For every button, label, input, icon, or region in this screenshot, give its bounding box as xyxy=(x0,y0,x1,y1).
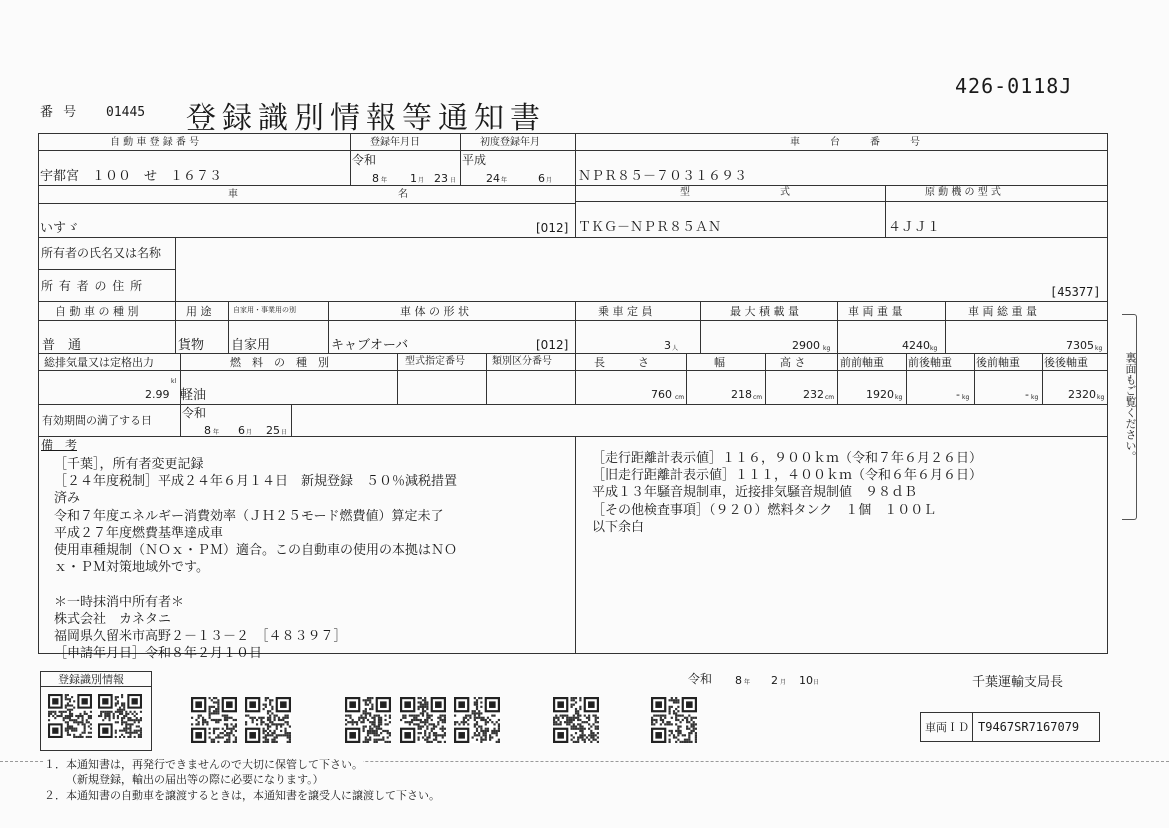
document-id: 426-0118J xyxy=(955,74,1073,98)
footnote-1b: （新規登録，輸出の届出等の際に必要になります。） xyxy=(66,773,324,786)
fr-axle-value: - xyxy=(956,388,960,401)
maker-value: いすゞ xyxy=(40,221,80,236)
header-vehicle-name: 車 名 xyxy=(228,189,408,200)
height-value: 232 xyxy=(803,388,824,401)
header-expiry: 有効期間の満了する日 xyxy=(42,414,152,427)
issue-month: 2 xyxy=(771,674,778,687)
vehicle-id-label: 車両ＩＤ xyxy=(925,721,969,734)
remark-line: 平成１３年騒音規制車，近接排気騒音規制値 ９８ｄＢ xyxy=(592,485,918,501)
header-fuel-type: 燃 料 の 種 別 xyxy=(230,356,329,369)
gross-weight-value: 7305 xyxy=(1066,339,1094,352)
header-gross-weight: 車 両 総 重 量 xyxy=(968,305,1037,318)
header-owner-name: 所有者の氏名又は名称 xyxy=(41,246,162,260)
header-reg-date: 登録年月日 xyxy=(370,137,420,148)
remark-line: ［旧走行距離計表示値］１１１，４００ｋｍ（令和６年６月６日） xyxy=(592,468,983,484)
unit-kg: kg xyxy=(1097,394,1105,401)
header-length: 長 さ xyxy=(594,356,649,369)
remark-line: 令和７年度エネルギー消費効率（ＪＨ２５モード燃費値）算定未了 xyxy=(54,508,444,524)
document-title: 登録識別情報等通知書 xyxy=(186,101,546,136)
header-category-number: 類別区分番号 xyxy=(492,356,552,367)
qr-code-icon xyxy=(98,694,142,738)
header-displacement: 総排気量又は定格出力 xyxy=(44,356,154,369)
qr-code-icon xyxy=(553,697,599,743)
remark-line: 使用車種規制（ＮＯｘ・ＰＭ）適合。この自動車の使用の本拠はＮＯ xyxy=(54,542,458,558)
length-value: 760 xyxy=(651,388,672,401)
registration-info-label: 登録識別情報 xyxy=(58,673,124,686)
header-capacity: 乗 車 定 員 xyxy=(598,305,653,318)
rr-axle-value: 2320 xyxy=(1068,388,1096,401)
remark-line: 以下余白 xyxy=(592,519,645,535)
ff-axle-value: 1920 xyxy=(866,388,894,401)
unit-kg: kg xyxy=(1031,394,1039,401)
qr-code-icon xyxy=(454,697,500,743)
header-model: 型 式 xyxy=(680,187,790,198)
capacity-value: 3 xyxy=(664,339,671,352)
header-fr-axle: 前後軸重 xyxy=(908,356,952,369)
remarks-left xyxy=(54,456,572,662)
unit-kl: kl xyxy=(171,378,177,385)
remark-line: ［申請年月日］令和８年２月１０日 xyxy=(54,646,263,662)
body-shape-value: キャブオーバ xyxy=(331,338,409,353)
fuel-value: 軽油 xyxy=(180,388,207,403)
remark-line: 済み xyxy=(54,491,81,507)
number-label: 番 号 xyxy=(40,105,80,120)
address-code: [45377] xyxy=(1050,285,1101,299)
expiry-day: 25 xyxy=(266,424,280,437)
unit-day: 日 xyxy=(450,177,457,184)
issuer: 千葉運輸支局長 xyxy=(972,675,1064,690)
remark-line xyxy=(54,576,572,593)
unit-cm: cm xyxy=(825,394,835,401)
unit-year: 年 xyxy=(213,429,220,436)
reg-number-value: 宇都宮 １００ せ １６７３ xyxy=(40,169,223,184)
rf-axle-value: - xyxy=(1025,388,1029,401)
chassis-value: ＮＰＲ８５－７０３１６９３ xyxy=(578,169,748,184)
header-ff-axle: 前前軸重 xyxy=(840,356,884,369)
first-reg-year: 24 xyxy=(486,172,500,185)
unit-kg: kg xyxy=(962,394,970,401)
body-shape-code: [012] xyxy=(536,338,569,352)
header-type-designation: 型式指定番号 xyxy=(405,356,465,367)
header-chassis: 車 台 番 号 xyxy=(790,137,920,148)
remark-line: ［走行距離計表示値］１１６，９００ｋｍ（令和７年６月２６日） xyxy=(592,451,983,466)
qr-code-icon xyxy=(245,697,291,743)
header-private-business: 自家用・事業用の別 xyxy=(233,306,296,314)
remark-line: ［２４年度税制］平成２４年６月１４日 新規登録 ５０％減税措置 xyxy=(54,474,458,490)
private-business-value: 自家用 xyxy=(231,338,271,353)
header-usage: 用 途 xyxy=(186,305,212,318)
model-value: ＴＫＧ－ＮＰＲ８５ＡＮ xyxy=(578,220,722,235)
footnote-2: ２．本通知書の自動車を譲渡するときは，本通知書を譲受人に譲渡して下さい。 xyxy=(44,789,440,802)
header-owner-address: 所 有 者 の 住 所 xyxy=(41,279,144,293)
qr-code-icon xyxy=(651,697,697,743)
usage-value: 貨物 xyxy=(178,338,205,353)
expiry-month: 6 xyxy=(238,424,245,437)
footnote-1: １．本通知書は，再発行できませんので大切に保管して下さい。 xyxy=(44,758,363,771)
unit-month: 月 xyxy=(546,177,553,184)
header-width: 幅 xyxy=(714,356,725,369)
header-rr-axle: 後後軸重 xyxy=(1044,356,1088,369)
expiry-era: 令和 xyxy=(182,406,207,420)
header-body-shape: 車 体 の 形 状 xyxy=(400,305,469,318)
side-note: 裏面もご覧ください。 xyxy=(1124,352,1137,462)
header-engine-model: 原 動 機 の 型 式 xyxy=(925,187,1001,198)
unit-month: 月 xyxy=(780,679,787,686)
issue-era: 令和 xyxy=(688,672,713,686)
reg-date-year: 8 xyxy=(372,172,379,185)
qr-code-icon xyxy=(400,697,446,743)
unit-kg: kg xyxy=(930,345,938,352)
header-rf-axle: 後前軸重 xyxy=(976,356,1020,369)
reg-date-era: 令和 xyxy=(352,153,377,167)
remark-line: 株式会社 カネタニ xyxy=(54,611,172,627)
remark-line: ［その他検査事項］（９２０）燃料タンク １個 １００Ｌ xyxy=(592,502,937,518)
qr-code-icon xyxy=(345,697,391,743)
header-max-load: 最 大 積 載 量 xyxy=(730,305,799,318)
unit-year: 年 xyxy=(501,177,508,184)
header-vehicle-type: 自 動 車 の 種 別 xyxy=(55,305,139,318)
qr-code-icon xyxy=(191,697,237,743)
remarks-right xyxy=(592,450,1104,536)
remark-line: ［千葉］，所有者変更記録 xyxy=(54,457,204,472)
issue-day: 10 xyxy=(799,674,813,687)
unit-year: 年 xyxy=(744,679,751,686)
unit-kg: kg xyxy=(1095,345,1103,352)
width-value: 218 xyxy=(731,388,752,401)
unit-person: 人 xyxy=(672,345,679,352)
unit-month: 月 xyxy=(246,429,253,436)
vehicle-type-value: 普 通 xyxy=(42,338,82,353)
header-first-reg: 初度登録年月 xyxy=(480,137,540,148)
document-number: 01445 xyxy=(106,105,146,120)
unit-cm: cm xyxy=(753,394,763,401)
unit-kg: kg xyxy=(823,345,831,352)
header-vehicle-weight: 車 両 重 量 xyxy=(848,305,903,318)
unit-cm: cm xyxy=(675,394,685,401)
issue-year: 8 xyxy=(735,674,742,687)
reg-date-month: 1 xyxy=(410,172,417,185)
model-code: [012] xyxy=(536,221,569,235)
header-reg-number: 自 動 車 登 録 番 号 xyxy=(110,137,200,148)
unit-day: 日 xyxy=(281,429,288,436)
reg-date-day: 23 xyxy=(434,172,448,185)
first-reg-era: 平成 xyxy=(462,153,487,167)
vehicle-id-value: T9467SR7167079 xyxy=(978,720,1080,734)
unit-year: 年 xyxy=(381,177,388,184)
unit-month: 月 xyxy=(418,177,425,184)
remarks-label: 備 考 xyxy=(41,438,78,452)
remark-line: 平成２７年度燃費基準達成車 xyxy=(54,525,224,541)
remark-line: ｘ・ＰＭ対策地域外です。 xyxy=(54,560,209,576)
unit-day: 日 xyxy=(813,679,820,686)
engine-model-value: ４ＪＪ１ xyxy=(888,220,941,235)
expiry-year: 8 xyxy=(204,424,211,437)
vehicle-weight-value: 4240 xyxy=(902,339,930,352)
unit-kg: kg xyxy=(895,394,903,401)
remark-line: 福岡県久留米市高野２－１３－２ ［４８３９７］ xyxy=(54,628,347,644)
qr-code-icon xyxy=(48,694,92,738)
first-reg-month: 6 xyxy=(538,172,545,185)
max-load-value: 2900 xyxy=(792,339,820,352)
header-height: 高 さ xyxy=(780,356,806,369)
displacement-value: 2.99 xyxy=(145,388,170,401)
remark-line: ＊一時抹消中所有者＊ xyxy=(54,594,185,610)
